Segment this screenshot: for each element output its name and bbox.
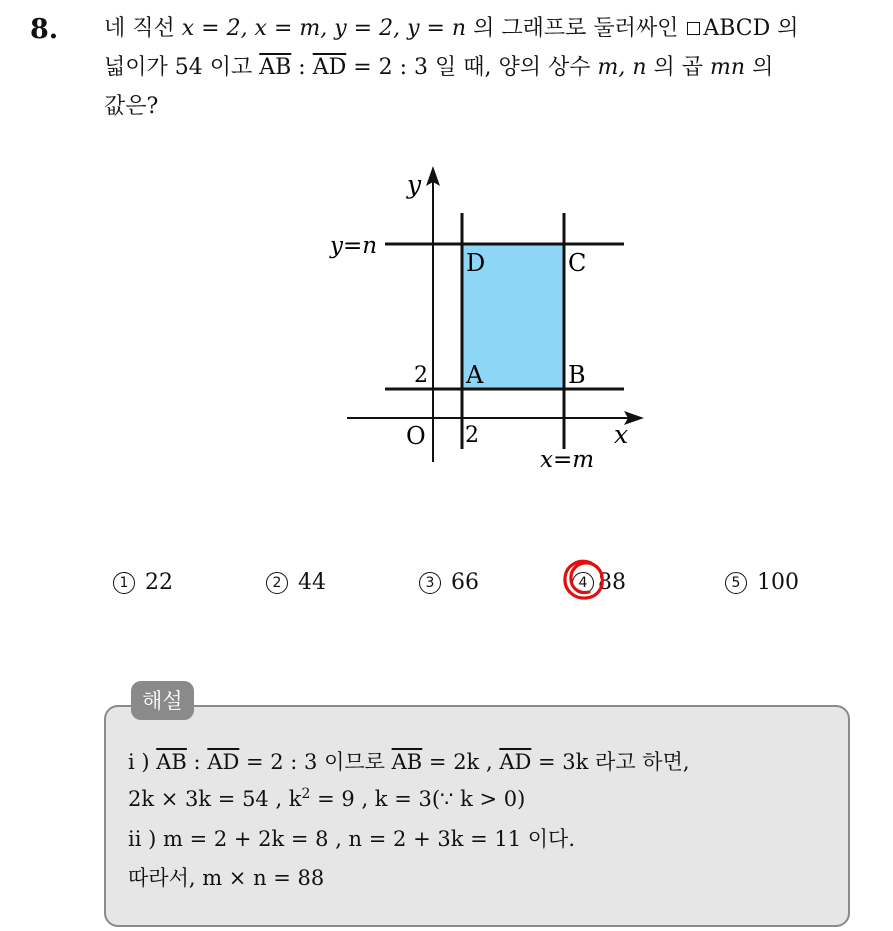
choice-value: 44 (298, 570, 326, 595)
exponent: 2 (301, 786, 311, 802)
solution-text: i ) (128, 750, 157, 774)
choice-1[interactable] (113, 570, 173, 595)
solution-text: = 2k , (422, 750, 500, 774)
math-product: mn (710, 55, 746, 80)
choice-2[interactable] (266, 570, 326, 595)
segment-ab: $\overline{AB}$ (259, 55, 292, 80)
choice-number: 1 (113, 572, 135, 594)
vertex-c-label: C (568, 249, 587, 277)
solution-text: = 3k 라고 하면, (531, 750, 690, 774)
solution-line-3: ii ) m = 2 + 2k = 8 , n = 2 + 3k = 11 이다. (128, 827, 576, 851)
vertex-b-label: B (568, 361, 586, 389)
question-text: 의 그래프로 둘러싸인 (466, 16, 686, 41)
question-text: 의 (745, 55, 774, 80)
math-mn-list: m, n (597, 55, 647, 80)
question-line-3: 값은? (104, 94, 159, 119)
question-text: 의 (770, 16, 799, 41)
segment-ab: $\overline{AB}$ (156, 750, 187, 774)
question-number: 8. (30, 14, 59, 45)
math-lines: x = 2, x = m, y = 2, y = n (181, 16, 467, 41)
solution-text: 2k × 3k = 54 , k (128, 787, 302, 811)
choice-number: 3 (419, 572, 441, 594)
tick-label-y-2: 2 (414, 363, 428, 388)
solution-line-1 (128, 746, 690, 776)
segment-ad: $\overline{AD}$ (499, 750, 532, 774)
choice-value: 100 (757, 570, 799, 595)
solution-line-4: 따라서, m × n = 88 (128, 866, 325, 890)
choice-3[interactable] (419, 570, 479, 595)
x-axis-label: x (614, 420, 629, 449)
segment-ad: $\overline{AD}$ (207, 750, 240, 774)
choice-5[interactable] (725, 570, 799, 595)
segment-ad: $\overline{AD}$ (312, 55, 347, 80)
tick-label-x-2: 2 (465, 423, 479, 448)
shape-name: ABCD (703, 16, 771, 41)
question-text: 의 곱 (646, 55, 711, 80)
solution-text: = 9 , k = 3(∵ k > 0) (310, 787, 526, 811)
solution-line-2 (128, 786, 525, 811)
answer-mark-icon (561, 557, 607, 603)
label-x-eq-m: x=m (540, 447, 595, 473)
y-axis-label: y (407, 170, 422, 199)
choice-value: 22 (145, 570, 173, 595)
choice-number: 5 (725, 572, 747, 594)
question-text: = 2 : 3 일 때, 양의 상수 (346, 55, 598, 80)
solution-tag: 해설 (131, 681, 194, 720)
choice-number: 2 (266, 572, 288, 594)
vertex-d-label: D (466, 249, 486, 277)
question-text: 네 직선 (104, 16, 182, 41)
solution-box (104, 705, 850, 927)
label-y-eq-n: y=n (330, 233, 378, 259)
vertex-a-label: A (466, 361, 484, 389)
question-text: 넓이가 54 이고 (104, 55, 260, 80)
origin-label: O (406, 422, 426, 450)
segment-ab: $\overline{AB}$ (391, 750, 423, 774)
choice-value: 66 (451, 570, 479, 595)
choice-number: 4 (572, 572, 594, 594)
choice-value: 88 (598, 570, 626, 595)
solution-text: = 2 : 3 이므로 (239, 750, 392, 774)
colon: : (186, 750, 208, 774)
colon: : (291, 55, 313, 80)
